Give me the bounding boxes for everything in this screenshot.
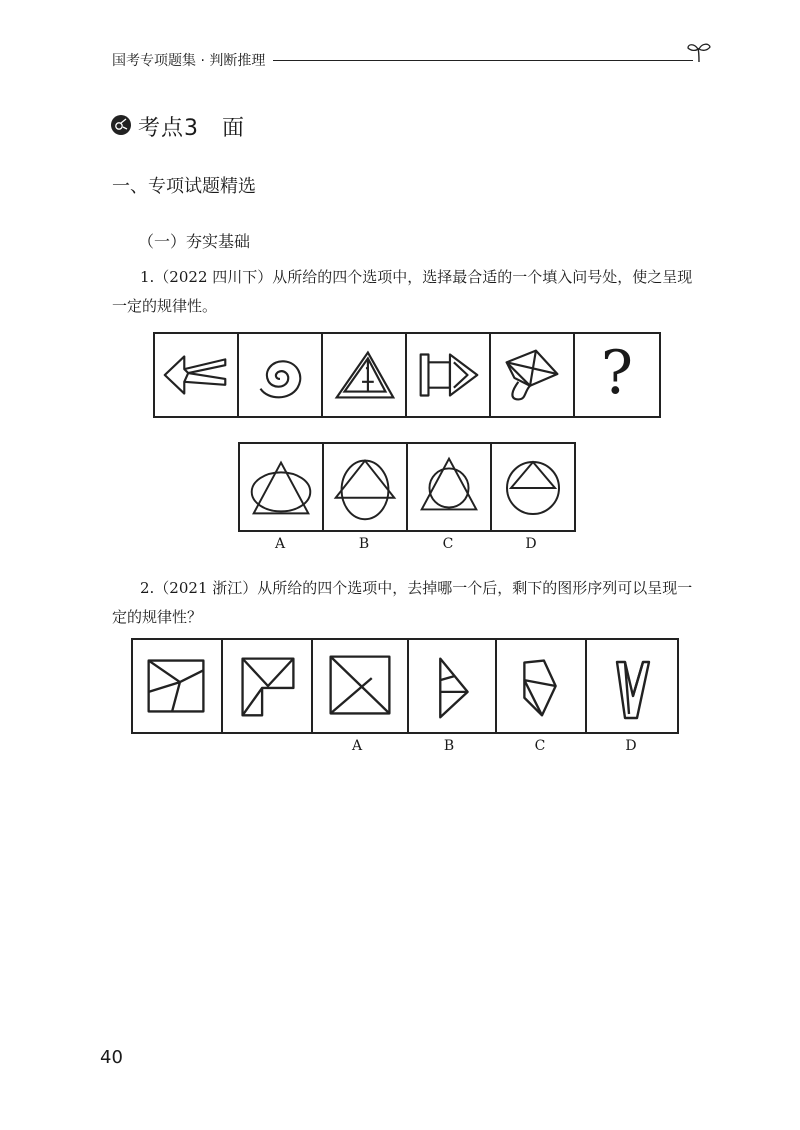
header-rule (273, 60, 693, 61)
page-number: 40 (100, 1047, 123, 1068)
section-title: 考点3 面 (138, 116, 245, 141)
q1-option-d-label[interactable]: D (525, 536, 537, 552)
running-header: 国考专项题集 · 判断推理 (112, 53, 266, 69)
sub-heading: 一、专项试题精选 (112, 176, 256, 197)
q2-option-c-label[interactable]: C (534, 738, 546, 754)
q1-option-c-label[interactable]: C (442, 536, 454, 552)
question-1-figure-sequence (153, 332, 661, 418)
question-2-text: 2.（2021 浙江）从所给的四个选项中，去掉哪一个后，剩下的图形序列可以呈现一定的规律性？ (112, 579, 693, 626)
q1-option-d-figure[interactable] (492, 444, 574, 530)
q2-option-b-label[interactable]: B (443, 738, 455, 754)
q1-option-a-label[interactable]: A (274, 536, 286, 552)
q1-option-c-figure[interactable] (408, 444, 492, 530)
q1-option-a-figure[interactable] (240, 444, 324, 530)
question-mark-glyph: ? (600, 338, 634, 408)
q2-option-d-label[interactable]: D (625, 738, 637, 754)
q1-figure-speaker (407, 334, 491, 416)
q1-figure-arrow (155, 334, 239, 416)
q1-option-b-figure[interactable] (324, 444, 408, 530)
q2-figure-1 (133, 640, 223, 732)
q1-figure-envelope (491, 334, 575, 416)
sprout-icon (686, 40, 712, 64)
q2-option-b-figure[interactable] (409, 640, 497, 732)
question-1-text: 1.（2022 四川下）从所给的四个选项中，选择最合适的一个填入问号处，使之呈现一定的规律性。 (112, 268, 693, 315)
question-1-options (238, 442, 576, 532)
sub-sub-heading: （一）夯实基础 (138, 232, 251, 251)
q2-option-d-figure[interactable] (587, 640, 677, 732)
q1-figure-question-mark (575, 334, 659, 416)
q1-option-b-label[interactable]: B (358, 536, 370, 552)
q2-option-a-label[interactable]: A (351, 738, 363, 754)
q1-figure-triangle (323, 334, 407, 416)
q1-figure-spiral (239, 334, 323, 416)
q2-option-c-figure[interactable] (497, 640, 587, 732)
q2-option-a-figure[interactable] (313, 640, 409, 732)
question-2-figure-sequence (131, 638, 679, 734)
q2-figure-2 (223, 640, 313, 732)
dark-circle-icon (110, 114, 132, 136)
